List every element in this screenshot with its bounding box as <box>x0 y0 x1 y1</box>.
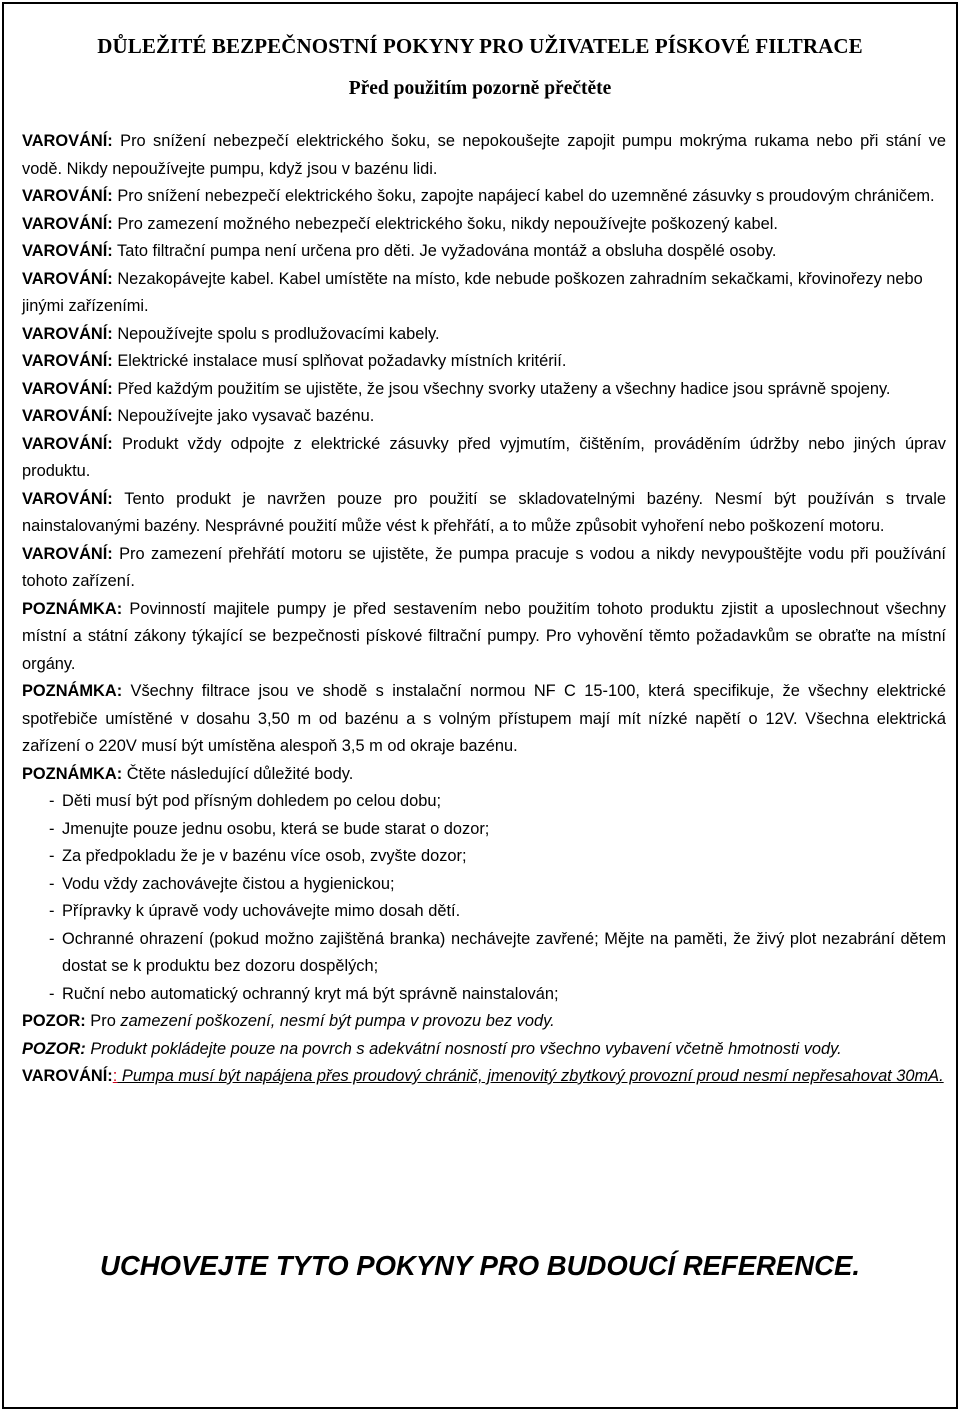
warning-label: VAROVÁNÍ: <box>22 187 113 205</box>
list-dash: - <box>49 874 55 893</box>
warning-paragraph <box>22 403 946 431</box>
list-dash: - <box>49 984 55 1003</box>
note-label: POZNÁMKA: <box>22 764 123 783</box>
document-subtitle: Před použitím pozorně přečtěte <box>348 78 612 99</box>
list-item-text: Přípravky k úpravě vody uchovávejte mimo dosah dětí. <box>62 902 461 920</box>
list-item <box>22 843 946 871</box>
warning-paragraph <box>22 183 946 211</box>
list-item-text: Ruční nebo automatický ochranný kryt má být správně nainstalován; <box>62 984 559 1003</box>
list-dash: - <box>49 929 55 948</box>
caution-label: POZOR: <box>22 1012 86 1030</box>
warning-paragraph <box>22 266 946 321</box>
list-item <box>22 788 946 816</box>
list-item <box>22 816 946 844</box>
warning-text: Produkt vždy odpojte z elektrické zásuvky před vyjmutím, čištěním, prováděním údržby nebo jiných úprav produktu. <box>22 434 946 480</box>
warning-text: Pro zamezení přehřátí motoru se ujistěte, že pumpa pracuje s vodou a nikdy nevypouštějte vodu při používání tohoto zařízení. <box>22 544 946 590</box>
caution-lead: Pro <box>85 1012 121 1030</box>
note-paragraph <box>22 761 946 789</box>
list-item <box>22 898 946 926</box>
warning-label: VAROVÁNÍ: <box>22 242 113 260</box>
warning-text: Nepoužívejte jako vysavač bazénu. <box>112 407 375 425</box>
final-warning-colon: : <box>112 1067 118 1085</box>
document-body <box>22 128 946 1091</box>
warning-text: Nepoužívejte spolu s prodlužovacími kabely. <box>112 324 440 343</box>
warning-text: Pro zamezení možného nebezpečí elektrického šoku, nikdy nepoužívejte poškozený kabel. <box>112 214 778 233</box>
list-item <box>22 871 946 899</box>
list-dash: - <box>49 847 55 865</box>
warning-paragraph <box>22 238 946 266</box>
warning-label: VAROVÁNÍ: <box>22 1067 113 1085</box>
caution-paragraph <box>22 1036 946 1064</box>
warning-label: VAROVÁNÍ: <box>22 269 113 288</box>
warning-paragraph <box>22 541 946 596</box>
caution-paragraph <box>22 1008 946 1036</box>
warning-label: VAROVÁNÍ: <box>22 352 113 370</box>
warning-label: VAROVÁNÍ: <box>22 379 113 398</box>
warning-label: VAROVÁNÍ: <box>22 132 113 150</box>
warning-label: VAROVÁNÍ: <box>22 434 113 453</box>
warning-paragraph <box>22 348 946 376</box>
warning-text: Před každým použitím se ujistěte, že jsou všechny svorky utaženy a všechny hadice jsou správně spojeny. <box>112 379 891 398</box>
document-page <box>2 2 958 1409</box>
warning-label: VAROVÁNÍ: <box>22 324 113 343</box>
note-paragraph <box>22 678 946 761</box>
warning-text: Nezakopávejte kabel. Kabel umístěte na místo, kde nebude poškozen zahradním sekačkami, křovinořezy nebo jinými zařízeními. <box>22 269 923 315</box>
warning-paragraph <box>22 376 946 404</box>
warning-text: Elektrické instalace musí splňovat požadavky místních kritérií. <box>112 352 567 370</box>
list-item-text: Za předpokladu že je v bazénu více osob, zvyšte dozor; <box>62 847 467 865</box>
list-item-text: Vodu vždy zachovávejte čistou a hygienickou; <box>62 874 395 893</box>
list-item-text: Děti musí být pod přísným dohledem po celou dobu; <box>62 792 442 810</box>
warning-paragraph <box>22 431 946 486</box>
list-dash: - <box>49 819 55 838</box>
warning-paragraph <box>22 211 946 239</box>
warning-text: Tato filtrační pumpa není určena pro děti. Je vyžadována montáž a obsluha dospělé osoby. <box>112 242 777 260</box>
note-label: POZNÁMKA: <box>22 682 123 700</box>
note-label: POZNÁMKA: <box>22 599 123 618</box>
document-title: DŮLEŽITÉ BEZPEČNOSTNÍ POKYNY PRO UŽIVATELE PÍSKOVÉ FILTRACE <box>97 34 863 58</box>
note-paragraph <box>22 596 946 679</box>
warning-text: Tento produkt je navržen pouze pro použití se skladovatelnými bazény. Nesmí být používán s trvale nainstalovanými bazény. Nesprávné použití může vést k přehřátí, a to může způsobit vyhoření nebo poškození motoru. <box>22 489 946 535</box>
note-text: Čtěte následující důležité body. <box>122 764 354 783</box>
warning-paragraph <box>22 128 946 183</box>
final-warning-text: Pumpa musí být napájena přes proudový chránič, jmenovitý zbytkový provozní proud nesmí nepřesahovat 30mA. <box>117 1067 944 1085</box>
list-item <box>22 981 946 1009</box>
warning-paragraph <box>22 321 946 349</box>
list-item <box>22 926 946 981</box>
list-item-text: Jmenujte pouze jednu osobu, která se bude starat o dozor; <box>62 819 490 838</box>
list-item-text: Ochranné ohrazení (pokud možno zajištěná branka) nechávejte zavřené; Mějte na paměti, že živý plot nezabrání dětem dostat se k produktu bez dozoru dospělých; <box>62 929 946 975</box>
warning-text: Pro snížení nebezpečí elektrického šoku, zapojte napájecí kabel do uzemněné zásuvky s proudovým chráničem. <box>112 187 935 205</box>
warning-label: VAROVÁNÍ: <box>22 214 113 233</box>
warning-paragraph <box>22 486 946 541</box>
list-dash: - <box>49 792 55 810</box>
warning-text: Pro snížení nebezpečí elektrického šoku, se nepokoušejte zapojit pumpu mokrýma rukama nebo při stání ve vodě. Nikdy nepoužívejte pumpu, když jsou v bazénu lidi. <box>22 132 946 178</box>
note-text: Povinností majitele pumpy je před sestavením nebo použitím tohoto produktu zjistit a uposlechnout všechny místní a státní zákony týkající se bezpečnosti pískové filtrační pumpy. Pro vyhovění těmto požadavkům se obraťte na místní orgány. <box>22 599 946 673</box>
important-points-list <box>22 788 946 1008</box>
warning-label: VAROVÁNÍ: <box>22 489 113 508</box>
note-text: Všechny filtrace jsou ve shodě s instalační normou NF C 15-100, která specifikuje, že všechny elektrické spotřebiče umístěné v dosahu 3,50 m od bazénu a s volným přístupem mají mít nízké napětí o 12V. Všechna elektrická zařízení o 220V musí být umístěna alespoň 3,5 m od okraje bazénu. <box>22 682 946 755</box>
caution-text: Produkt pokládejte pouze na povrch s adekvátní nosností pro všechno vybavení včetně hmotnosti vody. <box>90 1039 842 1058</box>
caution-label: POZOR: <box>22 1039 86 1058</box>
list-dash: - <box>49 902 55 920</box>
warning-label: VAROVÁNÍ: <box>22 407 113 425</box>
final-warning-paragraph <box>22 1063 946 1091</box>
warning-label: VAROVÁNÍ: <box>22 544 113 563</box>
footer-reminder: UCHOVEJTE TYTO POKYNY PRO BUDOUCÍ REFERENCE. <box>100 1250 860 1281</box>
caution-text: zamezení poškození, nesmí být pumpa v provozu bez vody. <box>120 1012 555 1030</box>
